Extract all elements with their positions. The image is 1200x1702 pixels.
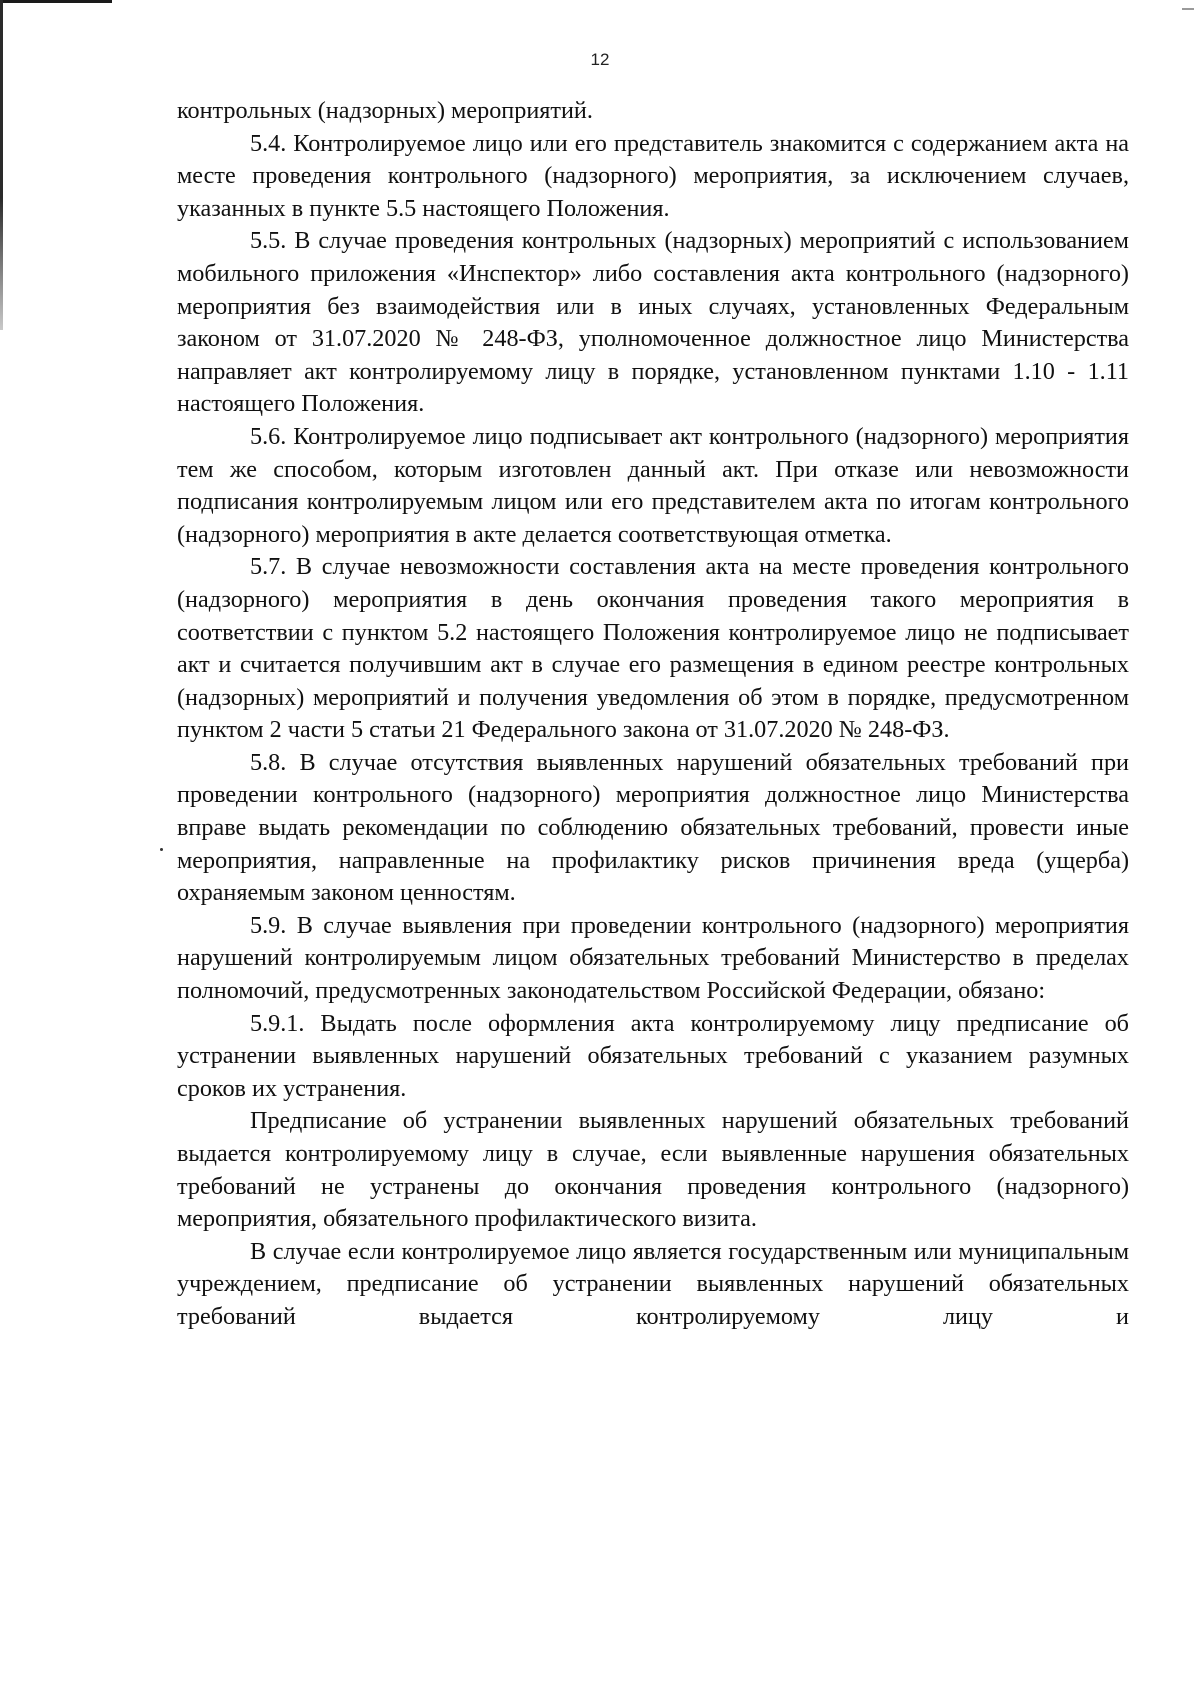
page-number: 12 (590, 50, 610, 69)
paragraph-5-9: 5.9. В случае выявления при проведении контрольного (надзорного) мероприятия нарушений контролируемым лицом обязательных требований Министерство в пределах полномочий, предусмотренных законодательством Российской Федерации, обязано: (177, 911, 1129, 1005)
paragraph-state-institution: В случае если контролируемое лицо является государственным или муниципальным учреждением, предписание об устранении выявленных нарушений обязательных требований выдается контролируемому лицу и (177, 1237, 1129, 1330)
paragraph-continuation: контрольных (надзорных) мероприятий. (177, 97, 593, 124)
scan-artifact-dot (160, 848, 163, 851)
paragraph-5-6: 5.6. Контролируемое лицо подписывает акт контрольного (надзорного) мероприятия тем же способом, которым изготовлен данный акт. При отказе или невозможности подписания контролируемым лицом или его представителем акта по итогам контрольного (надзорного) мероприятия в акте делается соответствующая отметка. (177, 422, 1129, 548)
paragraph-5-4: 5.4. Контролируемое лицо или его представитель знакомится с содержанием акта на месте проведения контрольного (надзорного) мероприятия, за исключением случаев, указанных в пункте 5.5 настоящего Положения. (177, 129, 1129, 222)
paragraph-5-5: 5.5. В случае проведения контрольных (надзорных) мероприятий с использованием мобильного приложения «Инспектор» либо составления акта контрольного (надзорного) мероприятия без взаимодействия или в иных случаях, установленных Федеральным законом от 31.07.2020 № 248-ФЗ, уполномоченное должностное лицо Министерства направляет акт контролируемому лицу в порядке, установленном пунктами 1.10 - 1.11 настоящего Положения. (177, 227, 1129, 418)
paragraph-5-7: 5.7. В случае невозможности составления акта на месте проведения контрольного (надзорного) мероприятия в день окончания проведения такого мероприятия в соответствии с пунктом 5.2 настоящего Положения контролируемое лицо не подписывает акт и считается получившим акт в случае его размещения в едином реестре контрольных (надзорных) мероприятий и получения уведомления об этом в порядке, предусмотренном пунктом 2 части 5 статьи 21 Федерального закона от 31.07.2020 № 248-ФЗ. (177, 553, 1129, 744)
paragraph-5-8: 5.8. В случае отсутствия выявленных нарушений обязательных требований при проведении контрольного (надзорного) мероприятия должностное лицо Министерства вправе выдать рекомендации по соблюдению обязательных требований, провести иные мероприятия, направленные на профилактику рисков причинения вреда (ущерба) охраняемым законом ценностям. (177, 748, 1129, 907)
paragraph-5-9-1: 5.9.1. Выдать после оформления акта контролируемому лицу предписание об устранении выявленных нарушений обязательных требований с указанием разумных сроков их устранения. (177, 1009, 1129, 1102)
scan-edge-right (1182, 8, 1194, 10)
document-body (177, 95, 1129, 1334)
paragraph-prescription: Предписание об устранении выявленных нарушений обязательных требований выдается контролируемому лицу в случае, если выявленные нарушения обязательных требований не устранены до окончания проведения контрольного (надзорного) мероприятия, обязательного профилактического визита. (177, 1107, 1129, 1233)
scan-edge-top (0, 0, 112, 3)
